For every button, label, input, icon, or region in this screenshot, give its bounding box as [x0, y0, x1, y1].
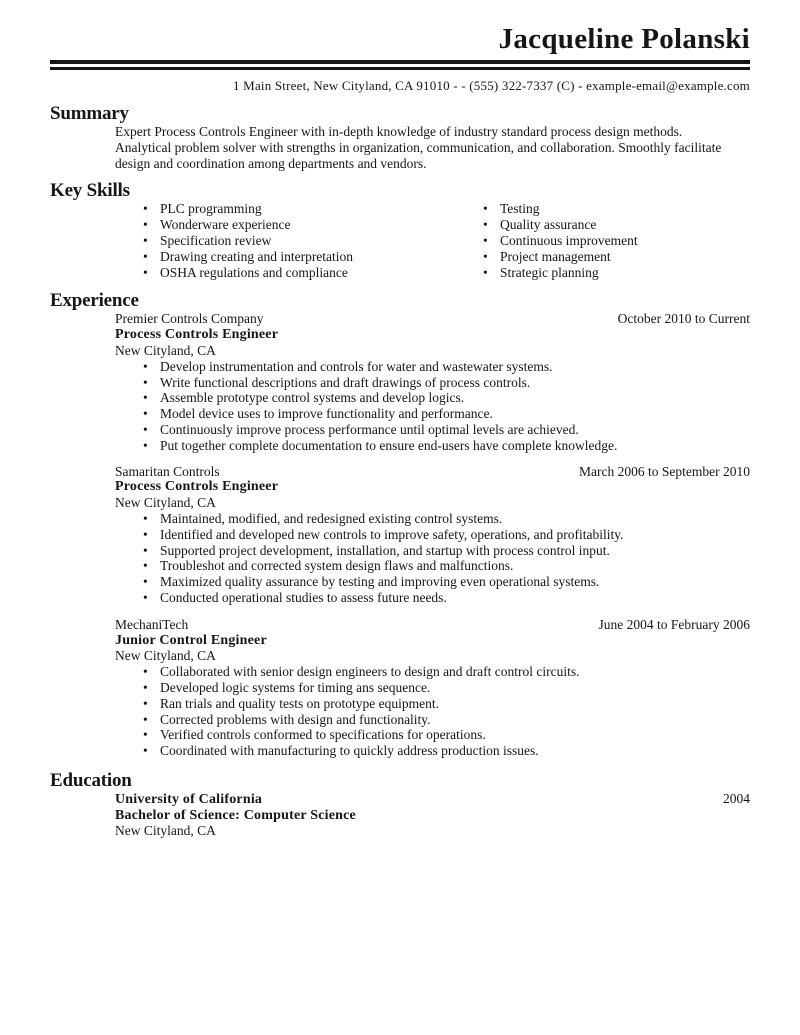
skill-item: • Strategic planning — [455, 265, 638, 281]
skills-column-left — [115, 201, 455, 280]
job-bullets — [115, 359, 750, 454]
education-heading: Education — [50, 769, 132, 791]
summary-text: Expert Process Controls Engineer with in-depth knowledge of industry standard process design methods. Analytical problem solver with strengths in organization, communication, and collaboration. Smoothly facilitate design and coordination among departments and vendors. — [115, 124, 722, 171]
summary-heading: Summary — [50, 103, 129, 124]
section-education — [50, 771, 750, 839]
skill-item: • Quality assurance — [455, 217, 638, 233]
section-key-skills — [50, 181, 750, 280]
graduation-year: 2004 — [723, 790, 750, 806]
bullet-item: • Developed logic systems for timing ans sequence. — [115, 680, 750, 696]
job-dates: June 2004 to February 2006 — [598, 616, 750, 632]
experience-heading: Experience — [50, 290, 139, 312]
bullet-item: • Ran trials and quality tests on prototype equipment. — [115, 696, 750, 712]
bullet-item: • Collaborated with senior design engineers to design and draft control circuits. — [115, 664, 750, 680]
school-name: University of California — [115, 791, 263, 807]
job-dates: March 2006 to September 2010 — [579, 463, 750, 479]
bullet-item: • Coordinated with manufacturing to quickly address production issues. — [115, 743, 750, 759]
bullet-item: • Identified and developed new controls to improve safety, operations, and profitability. — [115, 527, 750, 543]
job-title: Process Controls Engineer — [115, 479, 279, 495]
key-skills-heading: Key Skills — [50, 180, 130, 202]
job-bullets — [115, 664, 750, 759]
bullet-item: • Model device uses to improve functionality and performance. — [115, 406, 750, 422]
skill-item: • Project management — [455, 249, 638, 265]
candidate-name: Jacqueline Polanski — [498, 23, 750, 55]
job-dates: October 2010 to Current — [617, 311, 750, 327]
contact-line: 1 Main Street, New Cityland, CA 91010 - - (555) 322-7337 (C) - example-email@example.com — [233, 78, 750, 93]
bullet-item: • Verified controls conformed to specifications for operations. — [115, 727, 750, 743]
job-bullets — [115, 511, 750, 606]
skill-item: • PLC programming — [115, 201, 455, 217]
job-location: New Cityland, CA — [115, 495, 216, 511]
header-double-rule — [50, 60, 750, 70]
skill-item: • Drawing creating and interpretation — [115, 249, 455, 265]
bullet-item: • Supported project development, installation, and startup with process control input. — [115, 543, 750, 559]
company-name: Premier Controls Company — [115, 311, 264, 327]
job-title: Junior Control Engineer — [115, 632, 267, 648]
education-entry — [115, 791, 750, 839]
skills-columns — [115, 201, 750, 280]
skill-item: • OSHA regulations and compliance — [115, 265, 455, 281]
bullet-item: • Write functional descriptions and draft drawings of process controls. — [115, 375, 750, 391]
job-header — [115, 311, 750, 327]
school-location: New Cityland, CA — [115, 823, 216, 839]
education-header — [115, 791, 750, 808]
bullet-item: • Corrected problems with design and functionality. — [115, 712, 750, 728]
skill-item: • Specification review — [115, 233, 455, 249]
skill-item: • Wonderware experience — [115, 217, 455, 233]
bullet-item: • Put together complete documentation to ensure end-users have complete knowledge. — [115, 438, 750, 454]
bullet-item: • Maximized quality assurance by testing and improving even operational systems. — [115, 574, 750, 590]
job-header — [115, 617, 750, 633]
bullet-item: • Conducted operational studies to assess future needs. — [115, 590, 750, 606]
company-name: MechaniTech — [115, 616, 189, 632]
bullet-item: • Troubleshot and corrected system design flaws and malfunctions. — [115, 558, 750, 574]
bullet-item: • Develop instrumentation and controls for water and wastewater systems. — [115, 359, 750, 375]
job-header — [115, 464, 750, 480]
skills-column-right — [455, 201, 638, 280]
job-entry — [115, 464, 750, 606]
skill-item: • Testing — [455, 201, 638, 217]
job-entry — [115, 311, 750, 453]
bullet-item: • Assemble prototype control systems and develop logics. — [115, 390, 750, 406]
section-summary — [50, 104, 750, 171]
section-experience — [50, 291, 750, 759]
job-location: New Cityland, CA — [115, 648, 216, 664]
bullet-item: • Maintained, modified, and redesigned existing control systems. — [115, 511, 750, 527]
job-entry — [115, 617, 750, 759]
job-location: New Cityland, CA — [115, 342, 216, 358]
degree: Bachelor of Science: Computer Science — [115, 807, 356, 823]
job-title: Process Controls Engineer — [115, 327, 279, 343]
company-name: Samaritan Controls — [115, 463, 220, 479]
skill-item: • Continuous improvement — [455, 233, 638, 249]
bullet-item: • Continuously improve process performance until optimal levels are achieved. — [115, 422, 750, 438]
